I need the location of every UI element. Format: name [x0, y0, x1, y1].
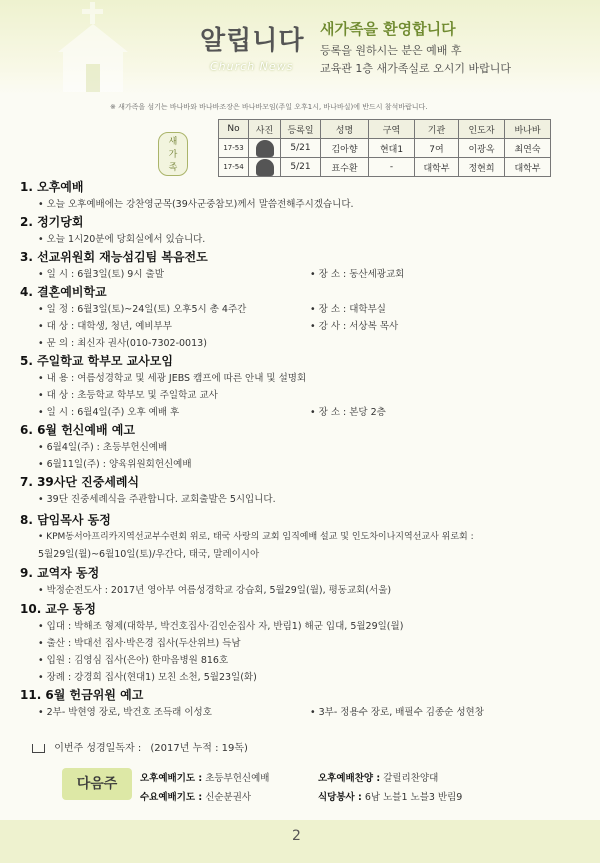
table-header: 성명 [321, 120, 369, 139]
section-line: 5월29일(월)~6월10일(토)/우간다, 태국, 말레이시아 [38, 549, 260, 560]
section-heading: 2. 정기당회 [20, 215, 84, 229]
table-cell: 17-53 [219, 139, 249, 158]
table-header: 인도자 [459, 120, 505, 139]
table-header: No [219, 120, 249, 139]
line-right: • 장 소 : 본당 2층 [310, 407, 386, 418]
person-photo [256, 159, 274, 176]
newcomer-table [218, 119, 551, 177]
next-pm-choir [318, 770, 438, 784]
value: 신순분권사 [205, 792, 252, 803]
bible-count: (2017년 누적 : 19독) [150, 743, 248, 754]
line-left: • 일 시 : 6월3일(토) 9시 출발 [38, 269, 164, 280]
newcomer-badge [158, 132, 188, 176]
section-line: • 장례 : 강경희 집사(현대1) 모친 소천, 5월23일(화) [38, 672, 257, 683]
table-header-row [219, 120, 551, 139]
line-right: • 장 소 : 동산세광교회 [310, 269, 405, 280]
section-line: • 6월4일(주) : 초등부헌신예배 [38, 442, 168, 453]
church-icon [38, 2, 148, 92]
section-heading: 11. 6월 헌금위원 예고 [20, 688, 144, 702]
next-pm-prayer [140, 770, 269, 784]
table-header: 바나바 [505, 120, 551, 139]
section-line: • 오늘 오후예배에는 강찬영군목(39사군중참모)께서 말씀전해주시겠습니다. [38, 199, 354, 210]
value: 6남 노블1 노블3 반림9 [364, 792, 463, 803]
section-line: • 오늘 1시20분에 당회실에서 있습니다. [38, 234, 206, 245]
section-offering-committee [20, 686, 580, 721]
table-header: 구역 [369, 120, 415, 139]
book-icon [32, 744, 45, 753]
badge-char: 가 [168, 150, 178, 160]
section-pastor-news [20, 511, 580, 563]
table-cell: 5/21 [281, 139, 321, 158]
label: 식당봉사 : [318, 792, 362, 803]
next-week-label: 다음주 [62, 768, 132, 800]
section-staff-news [20, 564, 580, 599]
section-heading: 5. 주일학교 학부모 교사모임 [20, 354, 173, 368]
section-heading: 1. 오후예배 [20, 180, 84, 194]
page-subtitle: Church News [210, 60, 294, 73]
badge-char: 족 [168, 163, 178, 173]
section-line [20, 318, 580, 335]
section-heading: 10. 교우 동정 [20, 602, 96, 616]
label: 오후예배찬양 : [318, 773, 381, 784]
table-cell: 정현희 [459, 158, 505, 177]
table-cell: 17-54 [219, 158, 249, 177]
section-heading: 6. 6월 헌신예배 예고 [20, 423, 135, 437]
section-line [20, 301, 580, 318]
section-line: • KPM동서아프리카지역선교부수련회 위로, 태국 사랑의 교회 임직예배 설교 및 인도차이나지역선교사 위로회 : [38, 532, 474, 542]
section-heading: 8. 담임목사 동정 [20, 513, 111, 527]
section-line [20, 404, 580, 421]
section-pm-service [20, 178, 580, 213]
table-cell: 현대1 [369, 139, 415, 158]
section-line: • 대 상 : 초등학교 학부모 및 주일학교 교사 [38, 390, 218, 401]
newcomer-note: ※ 새가족을 섬기는 바나바와 바나바조장은 바나바모임(주일 오후1시, 바나바실)에 반드시 참석바랍니다. [110, 103, 428, 111]
table-row [219, 139, 551, 158]
section-marriage-school [20, 283, 580, 352]
badge-char: 새 [168, 137, 178, 147]
page-number: 2 [292, 828, 301, 844]
line-left: • 일 정 : 6월3일(토)~24일(토) 오후5시 총 4주간 [38, 304, 247, 315]
section-member-news [20, 600, 580, 686]
next-meal-service [318, 789, 462, 803]
table-cell: 이광옥 [459, 139, 505, 158]
section-sunday-school [20, 352, 580, 421]
welcome-line-1: 등록을 원하시는 분은 예배 후 [320, 44, 462, 57]
bible-reading [32, 739, 248, 754]
table-cell: 5/21 [281, 158, 321, 177]
section-line: • 39단 진중세례식을 주관합니다. 교회출발은 5시입니다. [38, 494, 276, 505]
next-wed-prayer [140, 789, 251, 803]
line-left: • 2부- 박현영 장로, 박건호 조득래 이성호 [38, 707, 212, 718]
line-right: • 강 사 : 서상복 목사 [310, 321, 399, 332]
table-cell: 대학부 [415, 158, 459, 177]
table-row [219, 158, 551, 177]
section-heading: 3. 선교위원회 재능섬김팀 복음전도 [20, 250, 208, 264]
table-cell: - [369, 158, 415, 177]
section-heading: 7. 39사단 진중세례식 [20, 475, 140, 489]
section-line: • 내 용 : 여름성경학교 및 세광 JEBS 캠프에 따른 안내 및 설명회 [38, 373, 307, 384]
welcome-line-2: 교육관 1층 새가족실로 오시기 바랍니다 [320, 62, 511, 75]
section-line: • 입대 : 박해조 형제(대학부, 박건호집사·김인순집사 자, 반림1) 해군 입대, 5월29일(월) [38, 621, 404, 632]
page-title: 알립니다 [200, 26, 305, 56]
section-line: • 박정순전도사 : 2017년 영아부 여름성경학교 강습회, 5월29일(월), 평동교회(서울) [38, 585, 392, 596]
bible-label: 이번주 성경일독자 : [54, 743, 142, 754]
section-line: • 출산 : 박대선 집사·박은경 집사(두산위브) 득남 [38, 638, 241, 649]
line-left: • 일 시 : 6월4일(주) 오후 예배 후 [38, 407, 180, 418]
label: 수요예배기도 : [140, 792, 203, 803]
table-cell [249, 139, 281, 158]
section-line: • 6월11일(주) : 양육위원회헌신예배 [38, 459, 192, 470]
table-cell: 김아향 [321, 139, 369, 158]
value: 초등부헌신예배 [205, 773, 270, 784]
table-header: 사진 [249, 120, 281, 139]
table-cell [249, 158, 281, 177]
table-cell: 최연숙 [505, 139, 551, 158]
section-line: • 입원 : 김영심 집사(은아) 한마음병원 816호 [38, 655, 229, 666]
section-dedication-service [20, 421, 580, 473]
value: 갈릴리찬양대 [383, 773, 439, 784]
section-mission [20, 248, 580, 283]
line-right: • 3부- 정용수 장로, 배필수 김종순 성현창 [310, 707, 484, 718]
line-right: • 장 소 : 대학부실 [310, 304, 386, 315]
section-heading: 4. 결혼예비학교 [20, 285, 107, 299]
table-header: 기관 [415, 120, 459, 139]
table-cell: 7여 [415, 139, 459, 158]
section-baptism [20, 473, 580, 508]
section-line: • 문 의 : 최신자 권사(010-7302-0013) [38, 338, 207, 349]
label: 오후예배기도 : [140, 773, 203, 784]
welcome-heading: 새가족을 환영합니다 [320, 20, 456, 38]
person-photo [256, 140, 274, 157]
table-header: 등록일 [281, 120, 321, 139]
table-cell: 대학부 [505, 158, 551, 177]
section-heading: 9. 교역자 동정 [20, 566, 100, 580]
section-session [20, 213, 580, 248]
line-left: • 대 상 : 대학생, 청년, 예비부부 [38, 321, 172, 332]
table-cell: 표수환 [321, 158, 369, 177]
section-line [20, 266, 580, 283]
section-line [20, 704, 580, 721]
